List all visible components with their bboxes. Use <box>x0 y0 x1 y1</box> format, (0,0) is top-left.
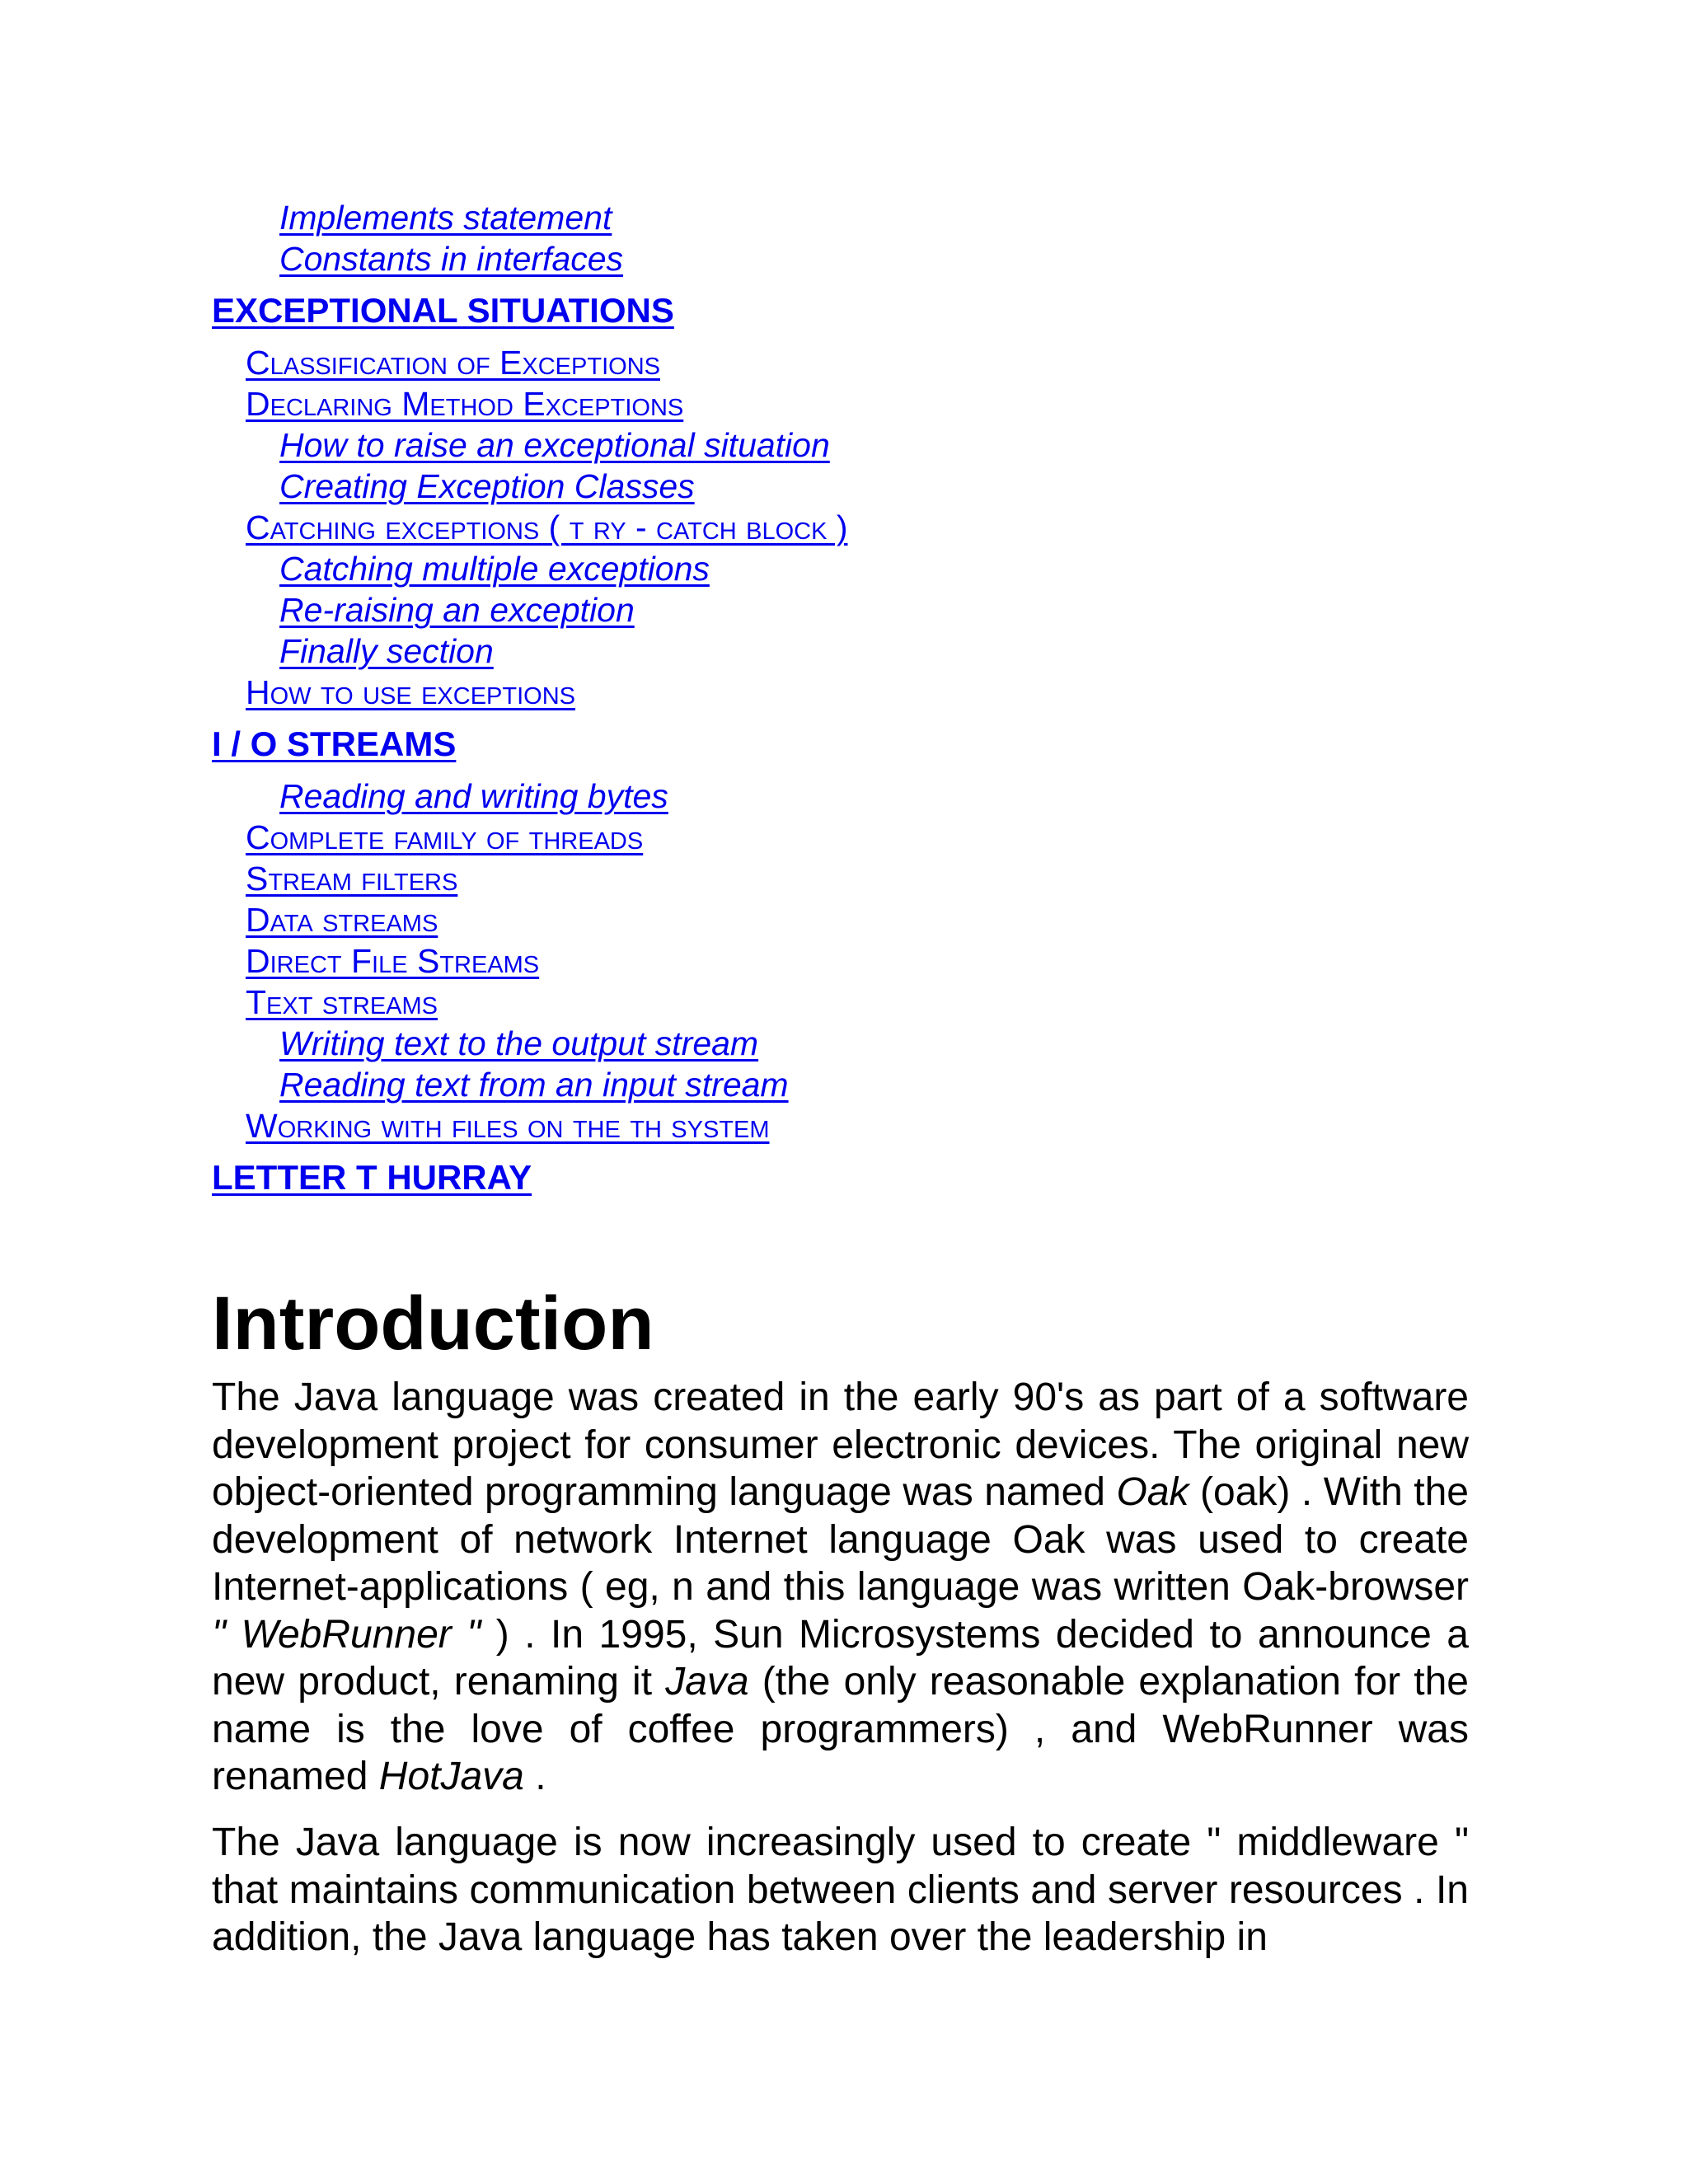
toc-link-implements-statement[interactable]: Implements statement <box>279 199 612 237</box>
toc-link-exceptional-situations[interactable]: EXCEPTIONAL SITUATIONS <box>212 291 674 330</box>
toc-link-reading-text-input[interactable]: Reading text from an input stream <box>279 1066 789 1104</box>
toc-link-writing-text-output[interactable]: Writing text to the output stream <box>279 1024 759 1062</box>
toc-link-constants-in-interfaces[interactable]: Constants in interfaces <box>279 240 624 278</box>
intro-p1-text-d: (the only reasonable explanation for the name is the love of coffee programmers) , and WebRunner was renamed <box>212 1660 1469 1798</box>
toc-link-io-streams[interactable]: I / O STREAMS <box>212 724 457 763</box>
toc-link-data-streams[interactable]: Data streams <box>246 901 438 939</box>
toc-link-complete-family-of-threads[interactable]: Complete family of threads <box>246 818 644 856</box>
toc-link-catching-multiple-exceptions[interactable]: Catching multiple exceptions <box>279 550 710 588</box>
toc-link-catching-exceptions[interactable]: Catching exceptions ( t ry - catch block ) <box>246 509 848 546</box>
intro-p1-hotjava: HotJava <box>378 1755 524 1798</box>
intro-p1-text-c: ) . In 1995, Sun Microsystems decided to announce a new product, renaming it <box>212 1612 1470 1704</box>
intro-p1-text-b: (oak) . With the development of network Internet language Oak was used to create Internet-applications ( eg, n and this language was written Oak-browser <box>212 1470 1470 1609</box>
toc-link-reading-writing-bytes[interactable]: Reading and writing bytes <box>279 777 668 815</box>
toc-link-classification-of-exceptions[interactable]: Classification of Exceptions <box>246 344 660 382</box>
toc-link-letter-t-hurray[interactable]: LETTER T HURRAY <box>212 1158 532 1197</box>
toc-link-direct-file-streams[interactable]: Direct File Streams <box>246 942 540 980</box>
toc-link-creating-exception-classes[interactable]: Creating Exception Classes <box>279 467 695 505</box>
toc-link-how-to-raise[interactable]: How to raise an exceptional situation <box>279 426 830 464</box>
toc-link-working-with-files[interactable]: Working with files on the th system <box>246 1107 770 1145</box>
intro-p1-text-a: The Java language was created in the early 90's as part of a software development project for consumer electronic devices. The original new object-oriented programming language was named <box>212 1376 1469 1514</box>
toc-link-declaring-method-exceptions[interactable]: Declaring Method Exceptions <box>246 385 684 423</box>
toc-link-re-raising-exception[interactable]: Re-raising an exception <box>279 591 635 629</box>
toc-link-stream-filters[interactable]: Stream filters <box>246 860 458 898</box>
intro-p1-webrunner: " WebRunner " <box>212 1612 481 1657</box>
intro-p1-text-e: . <box>523 1755 546 1798</box>
intro-paragraph-2: The Java language is now increasingly used to create " middleware " that maintains communication between clients and server resources . In addition, the Java language has taken over the leadership in <box>212 1821 1469 1959</box>
intro-p1-java: Java <box>665 1660 749 1704</box>
toc-link-finally-section[interactable]: Finally section <box>279 632 494 670</box>
intro-p1-oak: Oak <box>1116 1470 1189 1514</box>
toc-link-text-streams[interactable]: Text streams <box>246 983 438 1021</box>
toc-link-how-to-use-exceptions[interactable]: How to use exceptions <box>246 673 576 711</box>
intro-paragraph-1 <box>212 1374 1469 1801</box>
section-title-introduction: Introduction <box>212 1282 654 1366</box>
